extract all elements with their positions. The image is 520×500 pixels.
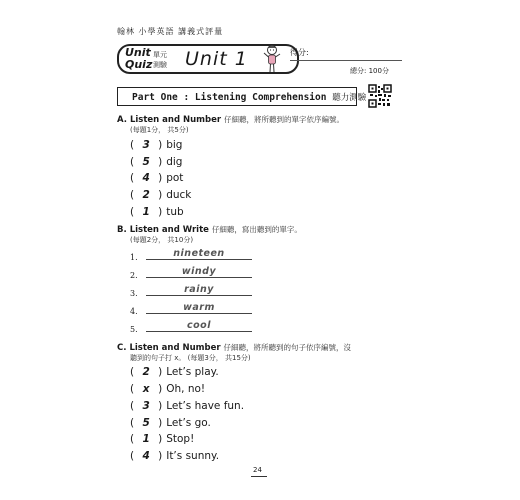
answer-blank: 4 (142, 450, 150, 462)
section-b-heading (117, 224, 302, 235)
section-c-item: ( 5 ) Let’s go. (130, 417, 211, 429)
score-underline (290, 60, 402, 61)
item-sentence: Stop! (166, 433, 195, 445)
answer-blank: 2 (142, 189, 150, 201)
section-a-points: (每題1分， 共5分) (130, 126, 189, 134)
item-number: 4. (130, 307, 138, 316)
answer-blank: 3 (142, 139, 150, 151)
section-a-item: ( 2 ) duck (130, 189, 192, 201)
item-word: big (166, 139, 183, 151)
page-number: 24 (253, 466, 262, 474)
answer-blank: 1 (142, 206, 150, 218)
item-sentence: Let’s play. (166, 366, 219, 378)
unit-title: Unit 1 (185, 48, 248, 70)
answer-blank: 4 (142, 172, 150, 184)
answer-blank: x (142, 383, 150, 395)
item-number: 2. (130, 271, 138, 280)
section-c-label: C. (117, 343, 127, 353)
section-a-item: ( 1 ) tub (130, 206, 184, 218)
section-b-title: Listen and Write (129, 225, 209, 235)
section-c-item: ( 3 ) Let’s have fun. (130, 400, 245, 412)
part-one-title-en: Part One : Listening Comprehension (132, 92, 327, 103)
section-c-item: ( 1 ) Stop! (130, 433, 195, 445)
section-a-item: ( 3 ) big (130, 139, 183, 151)
part-one-banner (117, 87, 367, 106)
section-c-instruction: 仔細聽，將所聽到的句子依序編號，沒 (223, 343, 352, 352)
section-a-title: Listen and Number (129, 115, 222, 125)
item-number: 3. (130, 289, 138, 298)
section-a-label: A. (117, 115, 127, 125)
part-one-title (132, 91, 366, 103)
write-answer-line: cool (146, 320, 252, 332)
qr-code-icon (368, 84, 392, 108)
section-b-points: (每題2分， 共10分) (130, 236, 194, 244)
page-number-underline (251, 476, 267, 477)
section-c-title: Listen and Number (129, 343, 221, 353)
section-a-instruction: 仔細聽，將所聽到的單字依序編號。 (224, 115, 345, 124)
section-a-item: ( 4 ) pot (130, 172, 184, 184)
section-c-item: ( 2 ) Let’s play. (130, 366, 219, 378)
part-one-title-zh: 聽力測驗 (332, 93, 367, 103)
item-word: pot (166, 172, 184, 184)
section-a-heading (117, 114, 344, 125)
section-c-item: ( 4 ) It’s sunny. (130, 450, 220, 462)
answer-blank: 5 (142, 156, 150, 168)
unit-quiz-sub-label: 單元 測驗 (153, 51, 167, 69)
write-answer-line: warm (146, 302, 252, 314)
answer-blank: 5 (142, 417, 150, 429)
item-sentence: Let’s go. (166, 417, 211, 429)
item-word: tub (166, 206, 184, 218)
item-number: 5. (130, 325, 138, 334)
answer-blank: 1 (142, 433, 150, 445)
score-label: 得分: (290, 48, 309, 57)
item-number: 1. (130, 253, 138, 262)
header-note: 翰林 小學英語 講義式評量 (117, 27, 224, 36)
write-answer-line: windy (146, 266, 252, 278)
section-b-label: B. (117, 225, 127, 235)
answer-blank: 2 (142, 366, 150, 378)
item-word: dig (166, 156, 183, 168)
answer-blank: 3 (142, 400, 150, 412)
section-a-item: ( 5 ) dig (130, 156, 183, 168)
item-sentence: Oh, no! (166, 383, 206, 395)
total-score-label: 總分: 100分 (350, 67, 389, 75)
section-c-instruction-line2: 聽到的句子打 x。 (130, 354, 186, 362)
unit-quiz-label: Unit Quiz (125, 46, 153, 71)
section-c-item: ( x ) Oh, no! (130, 383, 206, 395)
item-sentence: Let’s have fun. (166, 400, 245, 412)
section-b-instruction: 仔細聽，寫出聽到的單字。 (211, 225, 302, 234)
section-c-points: (每題3分， 共15分) (187, 354, 251, 362)
item-sentence: It’s sunny. (166, 450, 220, 462)
write-answer-line: nineteen (146, 248, 252, 260)
write-answer-line: rainy (146, 284, 252, 296)
section-c-instruction-cont (130, 353, 251, 363)
item-word: duck (166, 189, 192, 201)
section-c-heading (117, 342, 351, 353)
mascot-illustration (262, 44, 282, 74)
